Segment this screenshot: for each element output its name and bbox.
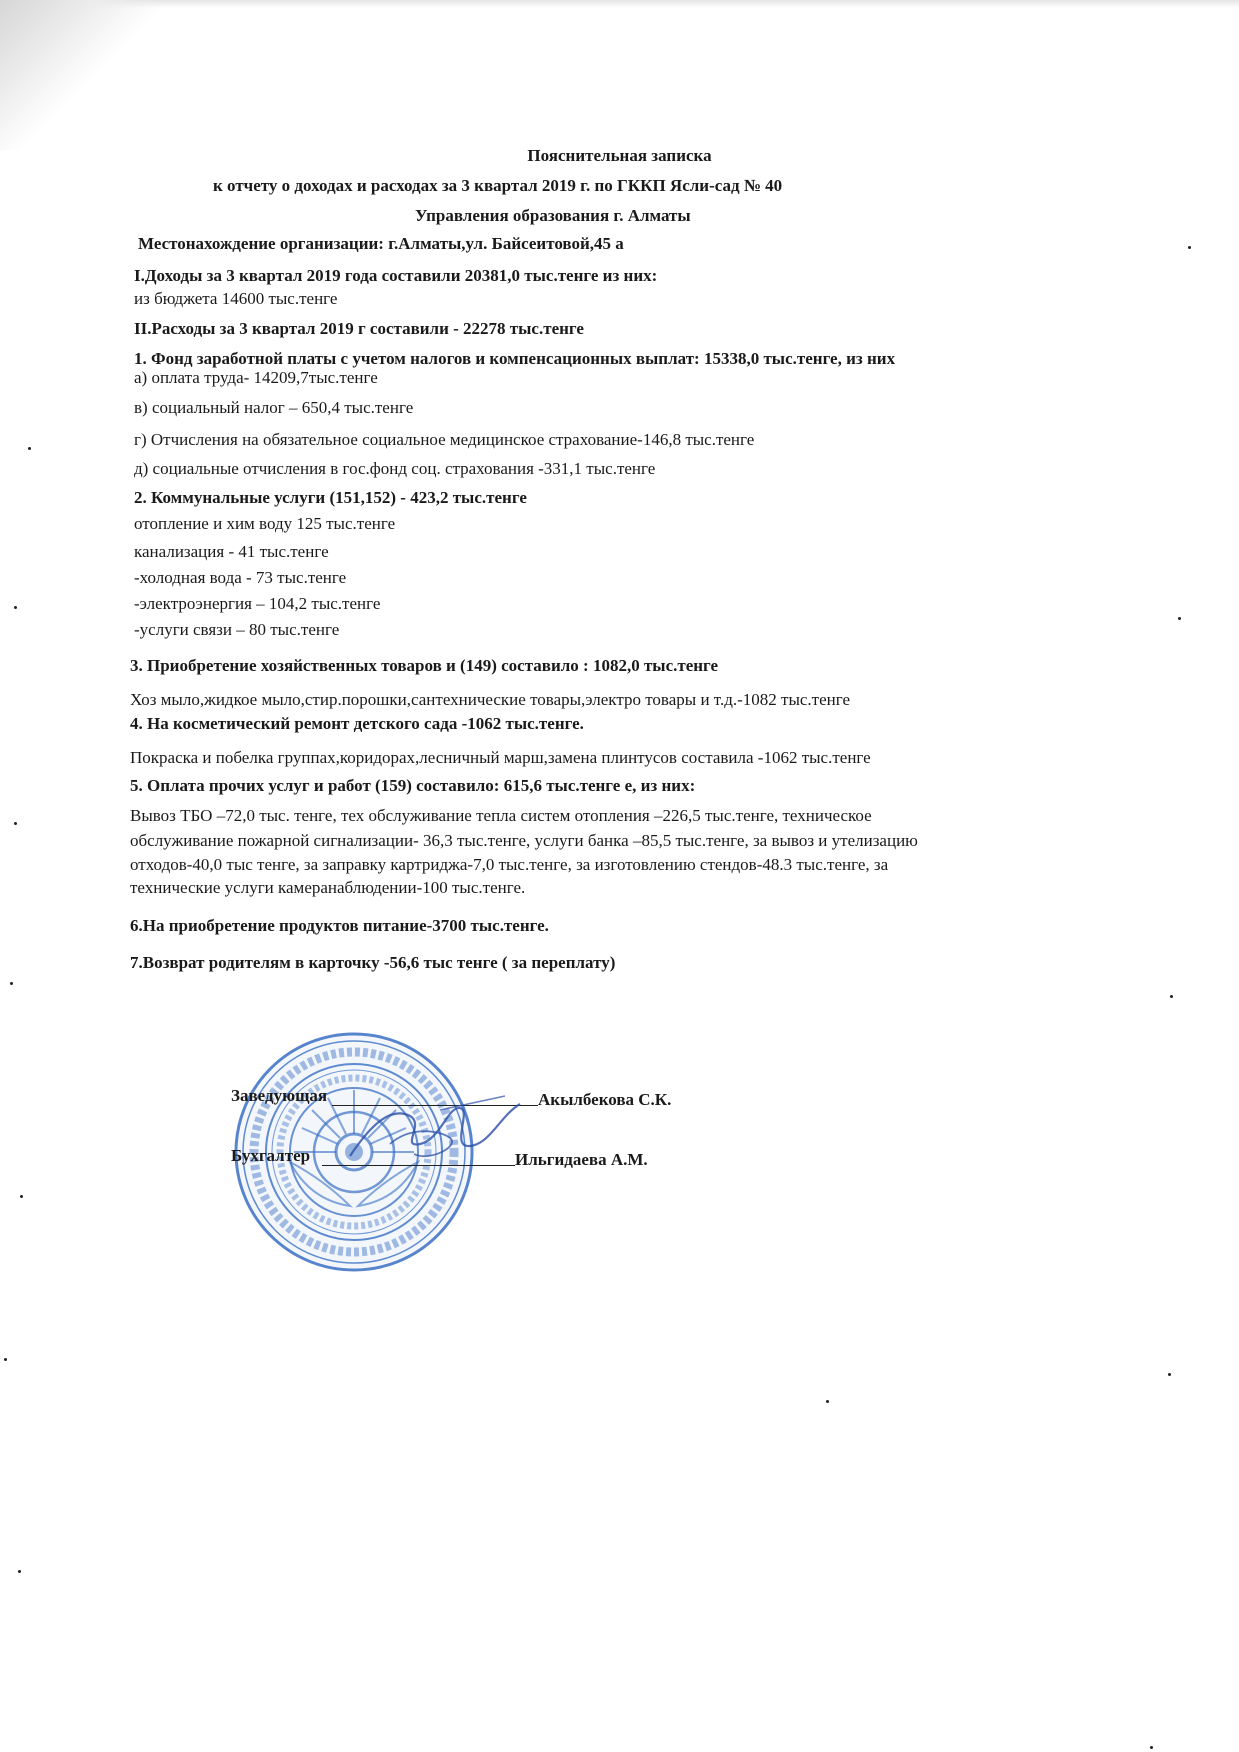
section-1-heading: 1. Фонд заработной платы с учетом налогов и компенсационных выплат: 15338,0 тыс.тенге, из них bbox=[134, 349, 896, 368]
scan-speck bbox=[14, 822, 17, 825]
scan-speck bbox=[20, 1195, 23, 1198]
handwritten-signature-icon bbox=[330, 1086, 540, 1176]
expenses-heading: II.Расходы за 3 квартал 2019 г составили - 22278 тыс.тенге bbox=[134, 319, 584, 338]
section-4-text: Покраска и побелка группах,коридорах,лесничный марш,замена плинтусов составила -1062 тыс.тенге bbox=[130, 748, 871, 767]
section-5-line: Вывоз ТБО –72,0 тыс. тенге, тех обслуживание тепла систем отопления –226,5 тыс.тенге, техническое bbox=[130, 806, 872, 825]
scan-speck bbox=[4, 1358, 7, 1361]
section-5-heading: 5. Оплата прочих услуг и работ (159) составило: 615,6 тыс.тенге е, из них: bbox=[130, 776, 696, 795]
document-subtitle: к отчету о доходах и расходах за 3 квартал 2019 г. по ГККП Ясли-сад № 40 bbox=[213, 176, 783, 195]
scan-speck bbox=[18, 1570, 21, 1573]
section-2-item: -электроэнергия – 104,2 тыс.тенге bbox=[134, 594, 381, 613]
section-2-item: отопление и хим воду 125 тыс.тенге bbox=[134, 514, 396, 533]
section-1-item: а) оплата труда- 14209,7тыс.тенге bbox=[134, 368, 378, 387]
scan-folded-corner bbox=[0, 0, 160, 150]
section-1-item: г) Отчисления на обязательное социальное медицинское страхование-146,8 тыс.тенге bbox=[134, 430, 755, 449]
section-2-item: канализация - 41 тыс.тенге bbox=[134, 542, 329, 561]
section-5-line: отходов-40,0 тыс тенге, за заправку картриджа-7,0 тыс.тенге, за изготовлению стендов-48.3 тыс.тенге, за bbox=[130, 855, 889, 874]
scan-speck bbox=[1188, 246, 1191, 249]
scan-speck bbox=[10, 982, 13, 985]
section-5-line: технические услуги камеранаблюдении-100 тыс.тенге. bbox=[130, 878, 526, 897]
section-6: 6.На приобретение продуктов питание-3700 тыс.тенге. bbox=[130, 916, 549, 935]
section-7: 7.Возврат родителям в карточку -56,6 тыс тенге ( за переплату) bbox=[130, 953, 616, 972]
scan-speck bbox=[1178, 617, 1181, 620]
organization-name: Управления образования г. Алматы bbox=[415, 206, 691, 225]
section-5-line: обслуживание пожарной сигнализации- 36,3 тыс.тенге, услуги банка –85,5 тыс.тенге, за вывоз и утелизацию bbox=[130, 831, 918, 850]
section-2-heading: 2. Коммунальные услуги (151,152) - 423,2 тыс.тенге bbox=[134, 488, 527, 507]
section-3-text: Хоз мыло,жидкое мыло,стир.порошки,сантехнические товары,электро товары и т.д.-1082 тыс.тенге bbox=[130, 690, 851, 709]
organization-location: Местонахождение организации: г.Алматы,ул. Байсеитовой,45 а bbox=[138, 234, 624, 253]
scan-speck bbox=[1170, 995, 1173, 998]
income-heading: I.Доходы за 3 квартал 2019 года составили 20381,0 тыс.тенге из них: bbox=[134, 266, 658, 285]
section-2-item: -услуги связи – 80 тыс.тенге bbox=[134, 620, 340, 639]
accountant-role-label: Бухгалтер bbox=[231, 1146, 311, 1165]
section-2-item: -холодная вода - 73 тыс.тенге bbox=[134, 568, 347, 587]
scan-speck bbox=[1150, 1746, 1153, 1749]
head-role-label: Заведующая bbox=[231, 1086, 328, 1105]
head-name: Акылбекова С.К. bbox=[538, 1090, 672, 1109]
section-1-item: д) социальные отчисления в гос.фонд соц. страхования -331,1 тыс.тенге bbox=[134, 459, 656, 478]
accountant-name: Ильгидаева А.М. bbox=[515, 1150, 648, 1169]
income-budget: из бюджета 14600 тыс.тенге bbox=[134, 289, 338, 308]
scan-speck bbox=[14, 606, 17, 609]
scan-top-edge bbox=[0, 0, 1239, 8]
scan-speck bbox=[1168, 1373, 1171, 1376]
section-3-heading: 3. Приобретение хозяйственных товаров и (149) составило : 1082,0 тыс.тенге bbox=[130, 656, 719, 675]
scan-speck bbox=[28, 447, 31, 450]
document-title: Пояснительная записка bbox=[527, 146, 712, 165]
section-4-heading: 4. На косметический ремонт детского сада -1062 тыс.тенге. bbox=[130, 714, 584, 733]
section-1-item: в) социальный налог – 650,4 тыс.тенге bbox=[134, 398, 414, 417]
scan-speck bbox=[826, 1400, 829, 1403]
